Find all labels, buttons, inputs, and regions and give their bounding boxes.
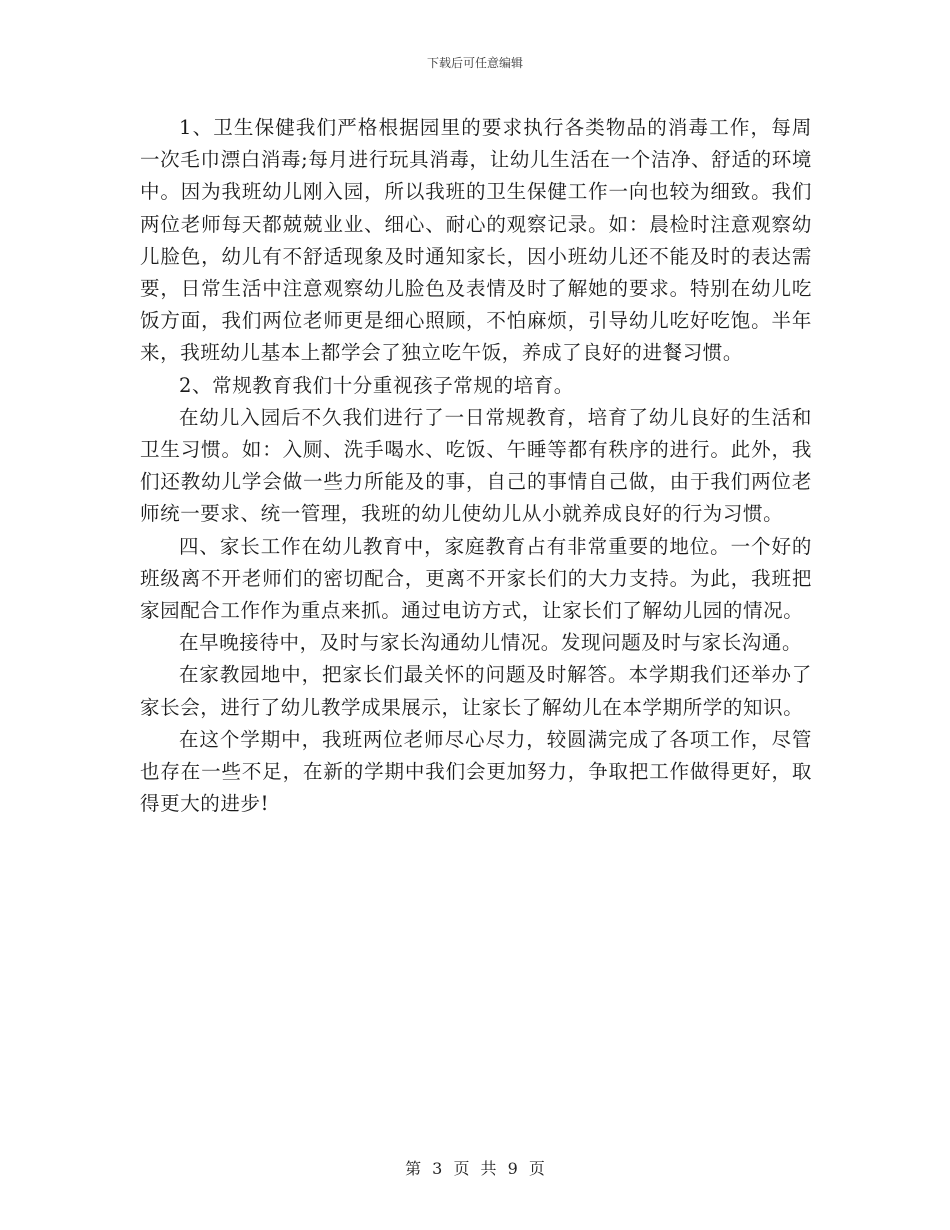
page-number: 第 3 页 共 9 页: [405, 1159, 545, 1178]
paragraph-parent-work: 四、家长工作在幼儿教育中，家庭教育占有非常重要的地位。一个好的班级离不开老师们的密切配合，更离不开家长们的大力支持。为此，我班把家园配合工作作为重点来抓。通过电访方式，让家长们了解幼儿园的情况。: [140, 534, 812, 623]
paragraph-parent-garden: 在家教园地中，把家长们最关怀的问题及时解答。本学期我们还举办了家长会，进行了幼儿教学成果展示，让家长了解幼儿在本学期所学的知识。: [140, 663, 812, 719]
paragraph-routine-heading: 2、常规教育我们十分重视孩子常规的培育。: [179, 373, 574, 397]
paragraph-routine-education: 在幼儿入园后不久我们进行了一日常规教育，培育了幼儿良好的生活和卫生习惯。如：入厕、洗手喝水、吃饭、午睡等都有秩序的进行。此外，我们还教幼儿学会做一些力所能及的事，自己的事情自己做，由于我们两位老师统一要求、统一管理，我班的幼儿使幼儿从小就养成良好的行为习惯。: [140, 405, 812, 526]
paragraph-semester-summary: 在这个学期中，我班两位老师尽心尽力，较圆满完成了各项工作，尽管也存在一些不足，在新的学期中我们会更加努力，争取把工作做得更好，取得更大的进步!: [140, 727, 812, 816]
document-body: [140, 112, 812, 820]
header-note: 下载后可任意编辑: [426, 56, 523, 70]
paragraph-pickup-communication: 在早晚接待中，及时与家长沟通幼儿情况。发现问题及时与家长沟通。: [179, 631, 803, 655]
paragraph-hygiene: 1、卫生保健我们严格根据园里的要求执行各类物品的消毒工作，每周一次毛巾漂白消毒;每月进行玩具消毒，让幼儿生活在一个洁净、舒适的环境中。因为我班幼儿刚入园，所以我班的卫生保健工作一向也较为细致。我们两位老师每天都兢兢业业、细心、耐心的观察记录。如：晨检时注意观察幼儿脸色，幼儿有不舒适现象及时通知家长，因小班幼儿还不能及时的表达需要，日常生活中注意观察幼儿脸色及表情及时了解她的要求。特别在幼儿吃饭方面，我们两位老师更是细心照顾，不怕麻烦，引导幼儿吃好吃饱。半年来，我班幼儿基本上都学会了独立吃午饭，养成了良好的进餐习惯。: [140, 116, 812, 365]
